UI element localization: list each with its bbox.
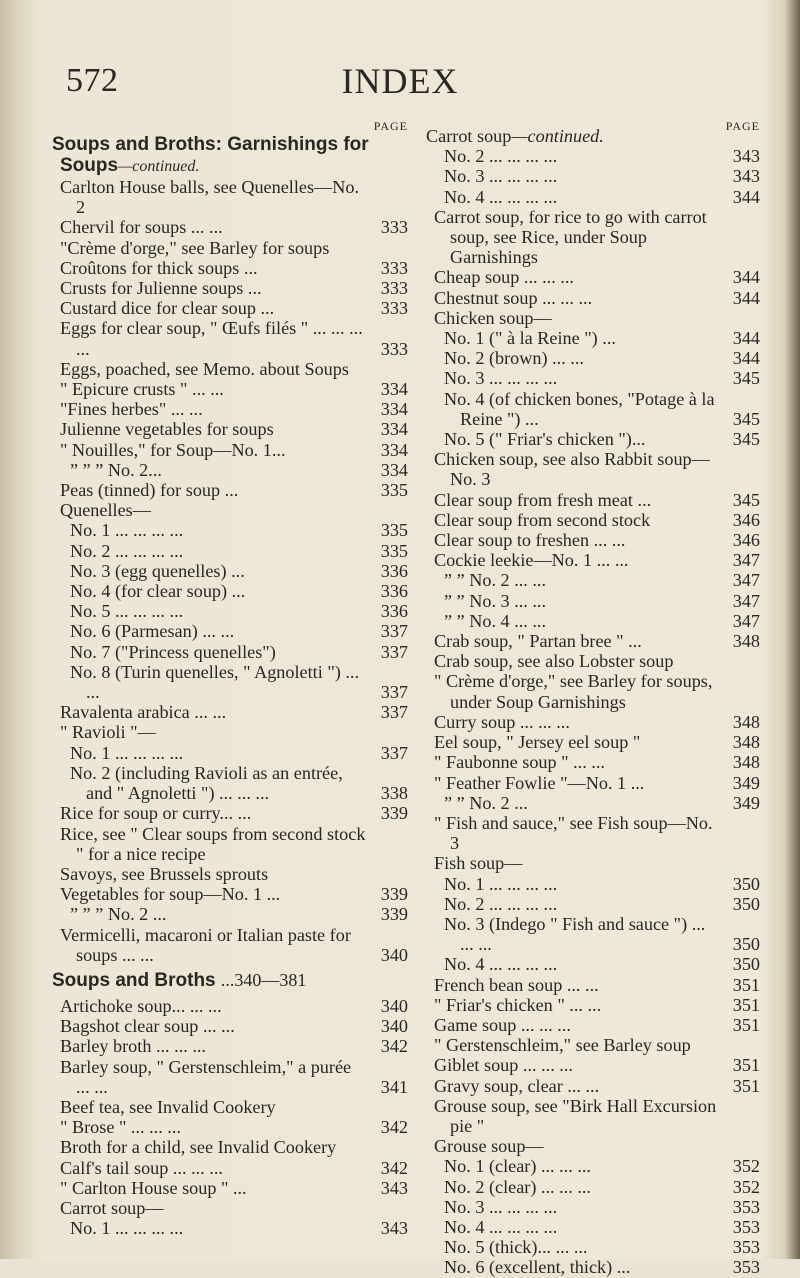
index-entry — [426, 288, 760, 308]
index-entry — [426, 530, 760, 550]
entry-text: Chicken soup, see also Rabbit soup—No. 3 — [434, 449, 710, 490]
index-entry — [426, 813, 760, 853]
garnishings-heading-cont: —continued. — [118, 158, 200, 175]
entry-text: Clear soup to freshen ... ... — [434, 530, 626, 551]
index-entry — [52, 662, 408, 702]
entry-page-number: 344 — [732, 186, 760, 207]
entry-page-number: 345 — [732, 429, 760, 450]
entry-page-number: 339 — [380, 904, 408, 925]
index-entry — [426, 1055, 760, 1075]
index-entry — [52, 642, 408, 662]
index-entry — [52, 217, 408, 237]
entry-page-number: 333 — [380, 257, 408, 278]
entry-text: ” ” No. 2 ... — [444, 792, 528, 813]
entry-page-number: 337 — [380, 742, 408, 763]
entry-text: ” ” ” No. 2 ... — [70, 904, 167, 925]
entry-page-number: 350 — [732, 893, 760, 914]
entry-page-number: 347 — [732, 550, 760, 571]
index-entry — [52, 1117, 408, 1137]
index-entry — [52, 419, 408, 439]
entry-page-number: 350 — [732, 954, 760, 975]
entry-page-number: 350 — [732, 873, 760, 894]
soups-broths-heading — [52, 967, 408, 994]
index-entry — [52, 541, 408, 561]
index-entry — [426, 187, 760, 207]
entry-text: " Fish and sauce," see Fish soup—No. 3 — [434, 812, 713, 854]
index-entry — [52, 824, 408, 864]
entry-text: No. 2 (clear) ... ... ... — [444, 1176, 591, 1197]
soups-entries-left — [52, 996, 408, 1238]
entry-page-number: 353 — [732, 1257, 760, 1278]
index-entry — [426, 429, 760, 449]
entry-text: No. 1 (" à la Reine ") ... — [444, 328, 616, 349]
entry-text: Croûtons for thick soups ... — [60, 257, 258, 278]
index-entry — [426, 995, 760, 1015]
carrot-soup-heading: Carrot soup — [426, 126, 512, 146]
entry-page-number: 340 — [380, 995, 408, 1016]
index-entry — [52, 621, 408, 641]
entry-text: Crusts for Julienne soups ... — [60, 278, 262, 299]
index-entry — [52, 359, 408, 379]
entry-page-number: 351 — [732, 1075, 760, 1096]
entry-page-number: 337 — [380, 682, 408, 703]
entry-page-number: 343 — [732, 146, 760, 167]
entry-text: Peas (tinned) for soup ... — [60, 480, 239, 501]
index-entry — [426, 368, 760, 388]
entry-text: Calf's tail soup ... ... ... — [60, 1157, 223, 1178]
entry-text: "Crème d'orge," see Barley for soups — [60, 237, 330, 258]
index-entry — [426, 975, 760, 995]
entry-text: ” ” No. 2 ... ... — [444, 570, 547, 591]
index-entry — [52, 298, 408, 318]
index-entry — [426, 1096, 760, 1136]
soups-broths-pages: ...340—381 — [220, 969, 307, 990]
entry-page-number: 351 — [732, 974, 760, 995]
entry-text: No. 1 ... ... ... ... — [70, 520, 184, 541]
carrot-soup-cont: —continued. — [511, 126, 604, 146]
index-entry — [426, 1177, 760, 1197]
entry-page-number: 353 — [732, 1196, 760, 1217]
index-entry — [426, 752, 760, 772]
entry-page-number: 334 — [380, 439, 408, 460]
entry-text: No. 4 ... ... ... ... — [444, 954, 558, 975]
index-entry — [426, 894, 760, 914]
entry-page-number: 347 — [732, 610, 760, 631]
entry-text: Beef tea, see Invalid Cookery — [60, 1096, 276, 1117]
entry-text: Crab soup, " Partan bree " ... — [434, 631, 642, 652]
entry-text: Artichoke soup... ... ... — [60, 995, 222, 1016]
garnishings-heading — [52, 134, 408, 177]
entry-page-number: 344 — [732, 287, 760, 308]
entry-text: " Gerstenschleim," see Barley soup — [434, 1035, 691, 1056]
index-entry — [426, 651, 760, 671]
entry-text: "Fines herbes" ... ... — [60, 399, 203, 420]
index-entry — [52, 763, 408, 803]
entry-text: " Carlton House soup " ... — [60, 1177, 247, 1198]
entry-page-number: 349 — [732, 792, 760, 813]
entry-text: Broth for a child, see Invalid Cookery — [60, 1137, 337, 1158]
entry-page-number: 337 — [380, 621, 408, 642]
entry-page-number: 345 — [732, 489, 760, 510]
entry-page-number: 336 — [380, 601, 408, 622]
entry-page-number: 345 — [732, 408, 760, 429]
garnishings-heading-text: Soups and Broths: Garnishings for Soups — [52, 134, 369, 176]
index-entry — [426, 611, 760, 631]
left-column — [52, 118, 408, 1238]
entry-page-number: 342 — [380, 1117, 408, 1138]
index-entry — [426, 146, 760, 166]
entry-text: No. 4 ... ... ... ... — [444, 1216, 558, 1237]
index-entry — [52, 803, 408, 823]
index-entry — [52, 702, 408, 722]
running-head: INDEX — [341, 61, 459, 101]
index-entry — [426, 793, 760, 813]
entry-text: " Nouilles," for Soup—No. 1... — [60, 439, 286, 460]
entry-page-number: 348 — [732, 752, 760, 773]
index-entry — [426, 1015, 760, 1035]
index-entry — [426, 1197, 760, 1217]
index-entry — [52, 520, 408, 540]
entry-text: " Feather Fowlie "—No. 1 ... — [434, 772, 645, 793]
entry-text: Crab soup, see also Lobster soup — [434, 651, 674, 672]
index-entry — [52, 601, 408, 621]
entry-page-number: 348 — [732, 732, 760, 753]
index-entry — [52, 1218, 408, 1238]
entry-page-number: 334 — [380, 379, 408, 400]
entry-text: Eel soup, " Jersey eel soup " — [434, 732, 641, 753]
entry-page-number: 334 — [380, 399, 408, 420]
index-entry — [52, 1097, 408, 1117]
entry-page-number: 348 — [732, 631, 760, 652]
entry-text: Vegetables for soup—No. 1 ... — [60, 884, 281, 905]
entry-text: Giblet soup ... ... ... — [434, 1055, 573, 1076]
index-entry — [52, 238, 408, 258]
index-entry — [52, 379, 408, 399]
entry-page-number: 336 — [380, 581, 408, 602]
index-entry — [426, 348, 760, 368]
entry-text: Julienne vegetables for soups — [60, 419, 274, 440]
index-entry — [52, 581, 408, 601]
entry-text: No. 5 ... ... ... ... — [70, 601, 184, 622]
entry-page-number: 347 — [732, 570, 760, 591]
entry-text: No. 3 ... ... ... ... — [444, 1196, 558, 1217]
entry-text: Quenelles— — [60, 500, 151, 521]
entry-text: No. 6 (Parmesan) ... ... — [70, 621, 235, 642]
entry-page-number: 339 — [380, 884, 408, 905]
entry-text: Bagshot clear soup ... ... — [60, 1016, 235, 1037]
entry-text: ” ” ” No. 2... — [70, 459, 162, 480]
index-entry — [426, 510, 760, 530]
entry-text: No. 5 (" Friar's chicken ")... — [444, 429, 646, 450]
index-entry — [52, 1158, 408, 1178]
entry-page-number: 335 — [380, 520, 408, 541]
index-entry — [426, 671, 760, 711]
entry-text: No. 4 (of chicken bones, "Potage à la Reine ") ... — [444, 388, 715, 429]
entry-page-number: 353 — [732, 1216, 760, 1237]
entry-text: No. 2 ... ... ... ... — [70, 540, 184, 561]
entry-text: Game soup ... ... ... — [434, 1014, 571, 1035]
entry-text: " Brose " ... ... ... — [60, 1117, 181, 1138]
entry-text: Carrot soup, for rice to go with carrot soup, see Rice, under Soup Garnishings — [434, 206, 707, 268]
entry-text: Clear soup from fresh meat ... — [434, 489, 652, 510]
entry-page-number: 337 — [380, 641, 408, 662]
index-entry — [52, 925, 408, 965]
index-entry — [52, 743, 408, 763]
entry-text: No. 5 (thick)... ... ... — [444, 1237, 588, 1258]
entry-text: No. 2 (including Ravioli as an entrée, and " Agnoletti ") ... ... ... — [70, 762, 343, 804]
index-entry — [426, 1136, 760, 1156]
entry-page-number: 337 — [380, 702, 408, 723]
entry-page-number: 342 — [380, 1157, 408, 1178]
entry-page-number: 333 — [380, 278, 408, 299]
soups-entries-right — [426, 146, 760, 1277]
entry-page-number: 344 — [732, 348, 760, 369]
entry-text: " Faubonne soup " ... ... — [434, 752, 605, 773]
index-entry — [52, 177, 408, 217]
right-column — [426, 118, 760, 1278]
entry-text: No. 1 ... ... ... ... — [70, 742, 184, 763]
entry-page-number: 351 — [732, 1014, 760, 1035]
entry-text: No. 2 (brown) ... ... — [444, 348, 584, 369]
index-entry — [426, 954, 760, 974]
entry-text: " Ravioli "— — [60, 722, 156, 743]
index-entry — [426, 874, 760, 894]
page-label-left: PAGE — [373, 119, 408, 133]
entry-text: Barley broth ... ... ... — [60, 1036, 206, 1057]
entry-text: Carrot soup— — [60, 1197, 164, 1218]
entry-page-number: 339 — [380, 803, 408, 824]
index-entry — [52, 258, 408, 278]
entry-page-number: 344 — [732, 328, 760, 349]
entry-page-number: 338 — [380, 783, 408, 804]
entry-text: No. 6 (excellent, thick) ... — [444, 1257, 631, 1278]
entry-page-number: 346 — [732, 530, 760, 551]
entry-page-number: 352 — [732, 1176, 760, 1197]
entry-page-number: 340 — [380, 1016, 408, 1037]
index-entry — [426, 570, 760, 590]
entry-text: Custard dice for clear soup ... — [60, 298, 275, 319]
entry-text: Chervil for soups ... ... — [60, 217, 223, 238]
entry-text: Clear soup from second stock — [434, 509, 651, 530]
index-entry — [52, 1178, 408, 1198]
entry-page-number: 343 — [380, 1177, 408, 1198]
entry-text: Carlton House balls, see Quenelles—No. 2 — [60, 177, 360, 218]
entry-text: Cheap soup ... ... ... — [434, 267, 574, 288]
index-entry — [52, 1016, 408, 1036]
entry-page-number: 335 — [380, 480, 408, 501]
entry-text: Eggs, poached, see Memo. about Soups — [60, 358, 349, 379]
index-entry — [426, 389, 760, 429]
entry-text: Barley soup, " Gerstenschleim," a purée ... ... — [60, 1056, 352, 1097]
entry-page-number: 342 — [380, 1036, 408, 1057]
entry-page-number: 344 — [732, 267, 760, 288]
entry-page-number: 349 — [732, 772, 760, 793]
entry-text: Grouse soup— — [434, 1136, 544, 1157]
entry-page-number: 333 — [380, 338, 408, 359]
entry-text: ” ” No. 3 ... ... — [444, 590, 547, 611]
index-entry — [52, 1137, 408, 1157]
entry-text: No. 2 ... ... ... ... — [444, 893, 558, 914]
entry-page-number: 334 — [380, 419, 408, 440]
entry-text: Chicken soup— — [434, 307, 552, 328]
index-entry — [426, 490, 760, 510]
entry-text: No. 4 ... ... ... ... — [444, 186, 558, 207]
index-entry — [426, 914, 760, 954]
index-entry — [426, 267, 760, 287]
index-entry — [52, 996, 408, 1016]
entry-text: No. 4 (for clear soup) ... — [70, 581, 246, 602]
index-entry — [52, 1198, 408, 1218]
entry-text: No. 3 (egg quenelles) ... — [70, 560, 245, 581]
entry-text: No. 2 ... ... ... ... — [444, 146, 558, 167]
entry-page-number: 334 — [380, 459, 408, 480]
entry-page-number: 335 — [380, 540, 408, 561]
entry-page-number: 348 — [732, 711, 760, 732]
index-entry — [426, 207, 760, 268]
index-entry — [52, 1057, 408, 1097]
entry-text: No. 7 ("Princess quenelles") — [70, 641, 276, 662]
soups-broths-heading-text: Soups and Broths — [52, 969, 216, 991]
index-entry — [426, 1035, 760, 1055]
entry-page-number: 340 — [380, 944, 408, 965]
index-entry — [426, 1237, 760, 1257]
index-entry — [426, 773, 760, 793]
entry-page-number: 346 — [732, 509, 760, 530]
index-entry — [426, 449, 760, 489]
entry-page-number: 347 — [732, 590, 760, 611]
carrot-soup-continued — [426, 126, 760, 146]
entry-page-number: 341 — [380, 1076, 408, 1097]
entry-text: No. 1 ... ... ... ... — [70, 1218, 184, 1239]
index-entry — [426, 1076, 760, 1096]
entry-text: Eggs for clear soup, " Œufs filés " ... ... ... ... — [60, 318, 363, 359]
entry-text: Vermicelli, macaroni or Italian paste for soups ... ... — [60, 924, 351, 965]
index-entry — [52, 904, 408, 924]
index-entry — [52, 561, 408, 581]
entry-page-number: 352 — [732, 1156, 760, 1177]
page-number: 572 — [66, 62, 119, 99]
index-entry — [426, 712, 760, 732]
index-entry — [426, 308, 760, 328]
index-entry — [426, 853, 760, 873]
entry-text: " Epicure crusts " ... ... — [60, 379, 224, 400]
entry-text: " Friar's chicken " ... ... — [434, 994, 602, 1015]
entry-page-number: 350 — [732, 934, 760, 955]
entry-text: No. 1 ... ... ... ... — [444, 873, 558, 894]
index-entry — [52, 460, 408, 480]
entry-text: No. 1 (clear) ... ... ... — [444, 1156, 591, 1177]
index-entry — [52, 1036, 408, 1056]
entry-text: Ravalenta arabica ... ... — [60, 702, 227, 723]
index-entry — [52, 500, 408, 520]
index-entry — [426, 732, 760, 752]
entry-text: Gravy soup, clear ... ... — [434, 1075, 600, 1096]
index-entry — [52, 318, 408, 358]
entry-page-number: 336 — [380, 560, 408, 581]
index-entry — [52, 884, 408, 904]
index-entry — [426, 1257, 760, 1277]
entry-text: Chestnut soup ... ... ... — [434, 287, 593, 308]
index-entry — [52, 278, 408, 298]
index-entry — [426, 166, 760, 186]
entry-text: French bean soup ... ... — [434, 974, 599, 995]
index-entry — [52, 399, 408, 419]
entry-text: Savoys, see Brussels sprouts — [60, 863, 269, 884]
index-entry — [426, 550, 760, 570]
index-entry — [426, 1217, 760, 1237]
index-entry — [52, 480, 408, 500]
entry-page-number: 343 — [732, 166, 760, 187]
entry-text: Cockie leekie—No. 1 ... ... — [434, 550, 629, 571]
entry-text: Curry soup ... ... ... — [434, 711, 570, 732]
entry-page-number: 333 — [380, 298, 408, 319]
entry-page-number: 353 — [732, 1237, 760, 1258]
index-entry — [52, 440, 408, 460]
index-entry — [52, 722, 408, 742]
entry-page-number: 351 — [732, 994, 760, 1015]
entry-page-number: 343 — [380, 1218, 408, 1239]
index-entry — [426, 1156, 760, 1176]
entry-page-number: 333 — [380, 217, 408, 238]
entry-text: No. 3 ... ... ... ... — [444, 368, 558, 389]
entry-text: No. 3 ... ... ... ... — [444, 166, 558, 187]
entry-text: " Crème d'orge," see Barley for soups, under Soup Garnishings — [434, 671, 713, 712]
index-entry — [426, 591, 760, 611]
index-entry — [426, 631, 760, 651]
entry-page-number: 345 — [732, 368, 760, 389]
index-entry — [52, 864, 408, 884]
entry-text: Rice, see " Clear soups from second stock " for a nice recipe — [60, 823, 366, 864]
entry-page-number: 351 — [732, 1055, 760, 1076]
entry-text: Grouse soup, see "Birk Hall Excursion pie " — [434, 1095, 717, 1136]
index-entry — [426, 328, 760, 348]
entry-text: Rice for soup or curry... ... — [60, 803, 252, 824]
entry-text: No. 3 (Indego " Fish and sauce ") ... ... ... — [444, 913, 706, 955]
entry-text: ” ” No. 4 ... ... — [444, 610, 547, 631]
garnishings-entries — [52, 177, 408, 965]
page-label-right: PAGE — [725, 119, 760, 133]
entry-text: No. 8 (Turin quenelles, " Agnoletti ") ... ... — [70, 661, 359, 703]
entry-text: Fish soup— — [434, 853, 523, 874]
